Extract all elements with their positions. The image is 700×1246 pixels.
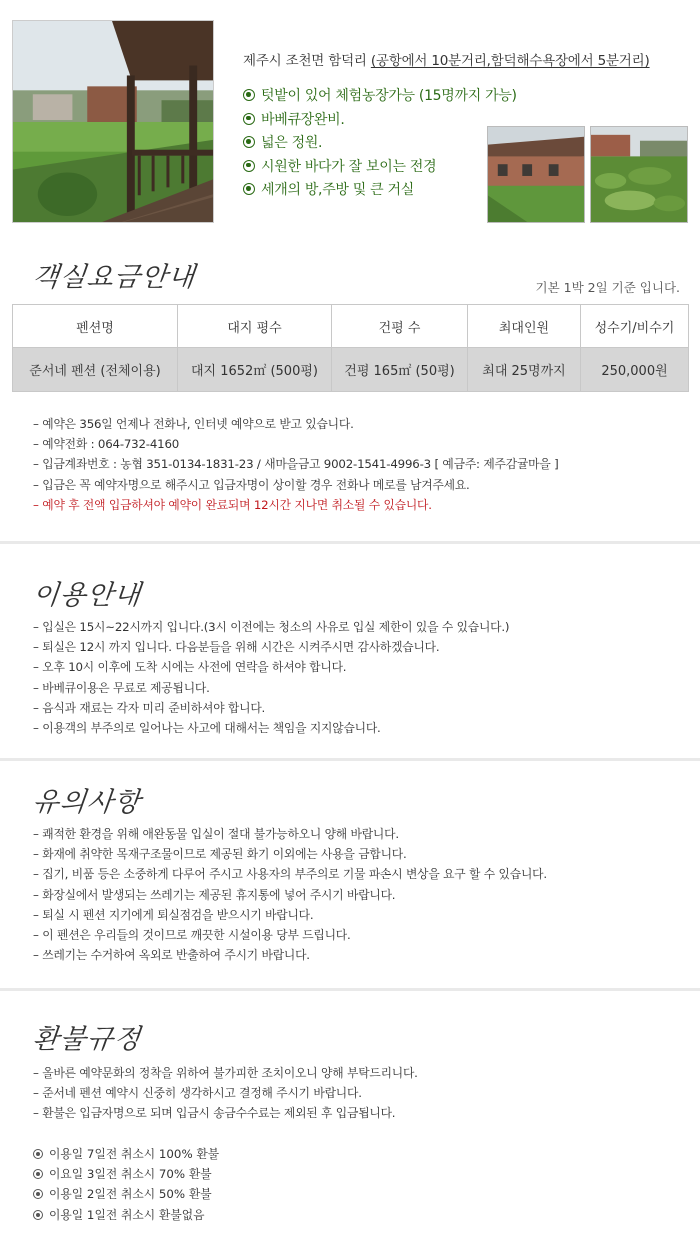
list-item: – 입실은 15시~22시까지 입니다.(3시 이전에는 청소의 사유로 입실 제한이 있을 수 있습니다.): [33, 620, 510, 634]
usage-list: [33, 617, 509, 738]
bullet-icon: [33, 1149, 43, 1159]
list-item: – 퇴실은 12시 까지 입니다. 다음분들을 위해 시간은 시켜주시면 감사하겠습니다.: [33, 640, 440, 655]
feature-item: 텃밭이 있어 체험농장가능 (15명까지 가능): [243, 86, 517, 110]
bullet-icon: [33, 1210, 43, 1220]
bullet-icon: [243, 183, 255, 195]
list-item: – 예약은 356일 언제나 전화나, 인터넷 예약으로 받고 있습니다.: [33, 417, 354, 431]
refund-policy-item: 이용일 7일전 취소시 100% 환불: [33, 1144, 219, 1164]
pension-intro: [0, 0, 700, 240]
rate-table-header: [13, 305, 689, 348]
list-item: – 퇴실 시 펜션 지기에게 퇴실점검을 받으시기 바랍니다.: [33, 907, 314, 922]
refund-policy-item: 이요일 3일전 취소시 70% 환불: [33, 1164, 219, 1184]
list-item: – 바베큐이용은 무료로 제공됩니다.: [33, 680, 210, 695]
list-item: – 이용객의 부주의로 일어나는 사고에 대해서는 책임을 지지않습니다.: [33, 720, 381, 735]
list-item: – 올바른 예약문화의 정착을 위하여 불가피한 조치이오니 양해 부탁드리니다.: [33, 1066, 418, 1080]
refund-policy-item: 이용일 1일전 취소시 환불없음: [33, 1205, 219, 1225]
reservation-info-list: [33, 414, 558, 515]
section-divider: [0, 988, 700, 991]
section-title-usage: 이용안내: [31, 580, 143, 611]
column-header: 펜션명: [13, 305, 178, 348]
location-prefix: 제주시 조천면 함덕리: [243, 53, 371, 69]
list-item: – 화장실에서 발생되는 쓰레기는 제공된 휴지통에 넣어 주시기 바랍니다.: [33, 887, 396, 902]
table-cell: 건평 165㎡ (50평): [332, 348, 468, 392]
refund-policy-list: [33, 1144, 219, 1225]
table-cell: 대지 1652㎡ (500평): [178, 348, 332, 392]
feature-list: [243, 86, 517, 204]
bullet-icon: [243, 136, 255, 148]
rate-table: [12, 304, 689, 392]
refund-info-list: [33, 1063, 418, 1124]
cautions-list: [33, 824, 547, 965]
bullet-icon: [243, 160, 255, 172]
list-item: – 입금은 꼭 예약자명으로 해주시고 입금자명이 상이할 경우 전화나 메로를 남겨주세요.: [33, 477, 470, 492]
section-divider: [0, 758, 700, 761]
feature-item: 시원한 바다가 잘 보이는 전경: [243, 157, 517, 181]
list-item: – 오후 10시 이후에 도착 시에는 사전에 연락을 하셔야 합니다.: [33, 660, 347, 675]
list-item: – 화재에 취약한 목재구조물이므로 제공된 화기 이외에는 사용을 금합니다.: [33, 847, 407, 862]
column-header: 성수기/비수기: [581, 305, 689, 348]
location-text: [243, 49, 650, 69]
bullet-icon: [243, 89, 255, 101]
refund-policy-item: 이용일 2일전 취소시 50% 환불: [33, 1184, 219, 1204]
feature-item: 바베큐장완비.: [243, 110, 517, 134]
location-distance: (공항에서 10분거리,함덕해수욕장에서 5분거리): [370, 53, 650, 69]
list-item: – 쓰레기는 수거하여 옥외로 반출하여 주시기 바랍니다.: [33, 948, 310, 963]
list-item: – 집기, 비품 등은 소중하게 다루어 주시고 사용자의 부주의로 기물 파손시 변상을 요구 할 수 있습니다.: [33, 867, 547, 882]
payment-warning: – 예약 후 전액 입금하셔야 예약이 완료되며 12시간 지나면 취소될 수 있습니다.: [33, 497, 432, 512]
column-header: 건평 수: [332, 305, 468, 348]
section-title-refund: 환불규정: [31, 1024, 143, 1055]
feature-item: 넓은 정원.: [243, 133, 517, 157]
bullet-icon: [33, 1189, 43, 1199]
table-cell: 최대 25명까지: [468, 348, 581, 392]
list-item: – 준서네 펜션 예약시 신중히 생각하시고 결정해 주시기 바랍니다.: [33, 1086, 362, 1101]
table-cell: 준서네 펜션 (전체이용): [13, 348, 178, 392]
column-header: 대지 평수: [178, 305, 332, 348]
section-title-cautions: 유의사항: [31, 787, 143, 818]
main-photo-deck-garden: [12, 20, 214, 223]
list-item: – 환불은 입금자명으로 되며 입금시 송금수수료는 제외된 후 입금됩니다.: [33, 1106, 396, 1121]
thumbnail-house[interactable]: [487, 126, 585, 223]
table-cell: 250,000원: [581, 348, 689, 392]
list-item: – 입금계좌번호 : 농협 351-0134-1831-23 / 새마을금고 9002-1541-4996-3 [ 예금주: 제주감귤마을 ]: [33, 457, 559, 472]
column-header: 최대인원: [468, 305, 581, 348]
section-divider: [0, 541, 700, 544]
feature-item: 세개의 방,주방 및 큰 거실: [243, 180, 517, 204]
bullet-icon: [243, 113, 255, 125]
thumbnail-vegetable-garden[interactable]: [590, 126, 688, 223]
table-row: [13, 348, 689, 392]
list-item: – 음식과 재료는 각자 미리 준비하셔야 합니다.: [33, 700, 266, 715]
section-title-rates: 객실요금안내: [31, 262, 197, 293]
list-item: – 이 펜션은 우리들의 것이므로 깨끗한 시설이용 당부 드립니다.: [33, 927, 351, 942]
bullet-icon: [33, 1169, 43, 1179]
rate-basis-note: 기본 1박 2일 기준 입니다.: [535, 280, 680, 295]
list-item: – 예약전화 : 064-732-4160: [33, 437, 180, 452]
list-item: – 쾌적한 환경을 위해 애완동물 입실이 절대 불가능하오니 양해 바랍니다.: [33, 827, 399, 841]
